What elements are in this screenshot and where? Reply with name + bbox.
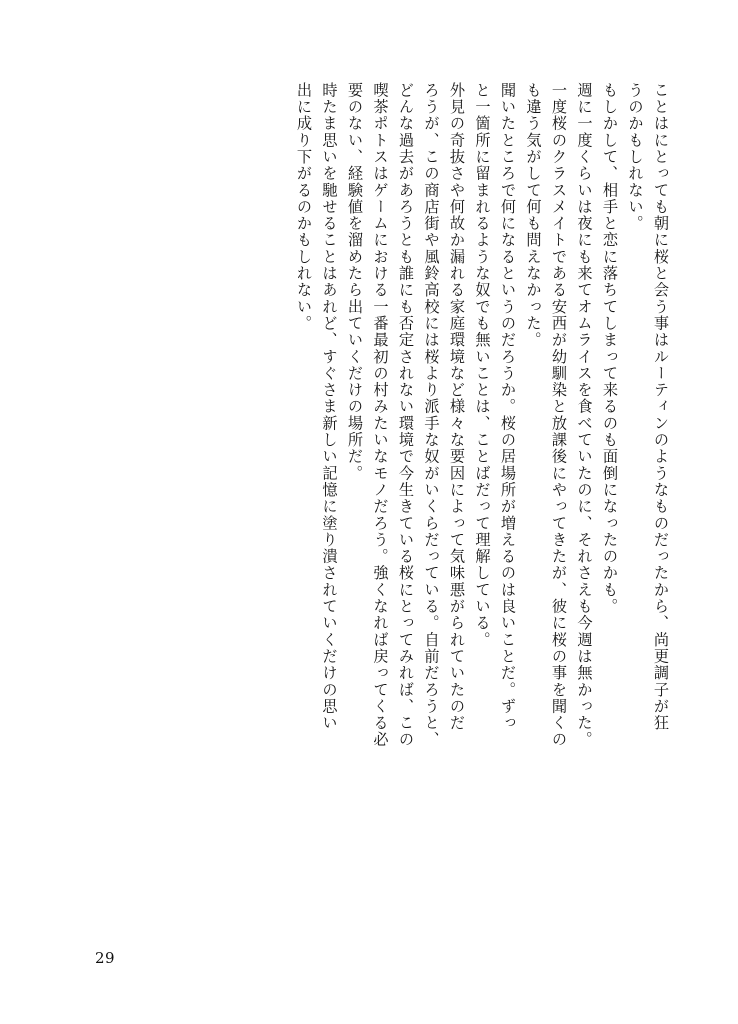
- text-line: 出に成り下がるのかもしれない。: [295, 82, 313, 332]
- text-line: 週に一度くらいは夜にも来てオムライスを食べていたのに、それさえも今週は無かった。: [575, 82, 594, 748]
- text-line: 一度桜のクラスメイトである安西が幼馴染と放課後にやってきたが、彼に桜の事を聞くの: [550, 82, 568, 748]
- text-line: と一箇所に留まれるような奴でも無いことは、ことばだって理解している。: [473, 82, 492, 649]
- text-line: どんな過去があろうとも誰にも否定されない環境で今生きている桜にとってみれば、この: [397, 82, 415, 748]
- text-line: 時たま思いを馳せることはあれど、すぐさま新しい記憶に塗り潰されていくだけの思い: [320, 82, 339, 732]
- vertical-text-body: [95, 82, 668, 892]
- text-line: 要のない、経験値を溜めたら出ていくだけの場所だ。: [346, 82, 364, 482]
- text-line: ことはにとっても朝に桜と会う事はルーティンのようなものだったから、尚更調子が狂: [652, 82, 670, 732]
- text-line: 喫茶ポトスはゲームにおける一番最初の村みたいなモノだろう。強くなれば戻ってくる必: [371, 82, 390, 748]
- text-line: ろうが、この商店街や風鈴高校には桜より派手な奴がいくらだっている。自前だろうと、: [422, 82, 441, 748]
- text-line: も違う気がして何も問えなかった。: [524, 82, 543, 349]
- text-line: もしかして、相手と恋に落ちてしまって来るのも面倒になったのかも。: [601, 82, 619, 615]
- text-line: 外見の奇抜さや何故か漏れる家庭環境など様々な要因によって気味悪がられていたのだ: [448, 82, 466, 732]
- page-number: 29: [95, 949, 116, 967]
- text-line: 聞いたところで何になるというのだろうか。桜の居場所が増えるのは良いことだ。ずっ: [499, 82, 517, 732]
- text-line: うのかもしれない。: [626, 82, 645, 232]
